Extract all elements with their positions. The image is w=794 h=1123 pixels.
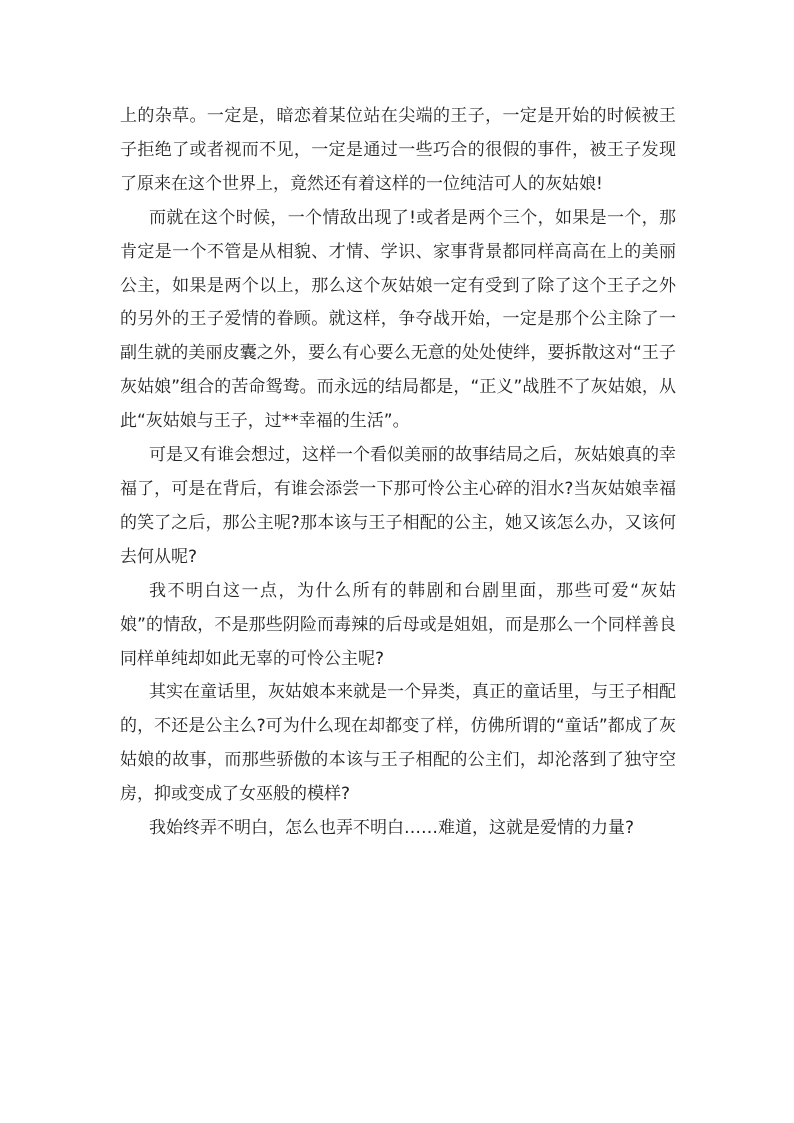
paragraph-5: 其实在童话里，灰姑娘本来就是一个异类，真正的童话里，与王子相配的，不还是公主么?可为什么现在却都变了样，仿佛所谓的“童话”都成了灰姑娘的故事，而那些骄傲的本该与王子相配的公主们，却沦落到了独守空房，抑或变成了女巫般的模样? [120, 682, 676, 805]
document-body [120, 100, 676, 846]
paragraph-4: 我不明白这一点，为什么所有的韩剧和台剧里面，那些可爱“灰姑娘”的情敌，不是那些阴险而毒辣的后母或是姐姐，而是那么一个同样善良同样单纯却如此无辜的可怜公主呢? [120, 580, 676, 669]
paragraph-1: 上的杂草。一定是，暗恋着某位站在尖端的王子，一定是开始的时候被王子拒绝了或者视而不见，一定是通过一些巧合的很假的事件，被王子发现了原来在这个世界上，竟然还有着这样的一位纯洁可人的灰姑娘! [120, 106, 676, 194]
paragraph-6: 我始终弄不明白，怎么也弄不明白……难道，这就是爱情的力量? [149, 818, 635, 839]
paragraph-3: 可是又有谁会想过，这样一个看似美丽的故事结局之后，灰姑娘真的幸福了，可是在背后，有谁会添尝一下那可怜公主心碎的泪水?当灰姑娘幸福的笑了之后，那公主呢?那本该与王子相配的公主，她又该怎么办，又该何去何从呢? [120, 445, 676, 567]
paragraph-2: 而就在这个时候，一个情敌出现了!或者是两个三个，如果是一个，那肯定是一个不管是从相貌、才情、学识、家事背景都同样高高在上的美丽公主，如果是两个以上，那么这个灰姑娘一定有受到了除了这个王子之外的另外的王子爱情的眷顾。就这样，争夺战开始，一定是那个公主除了一副生就的美丽皮囊之外，要么有心要么无意的处处使绊，要拆散这对“王子灰姑娘”组合的苦命鸳鸯。而永远的结局都是，“正义”战胜不了灰姑娘，从此“灰姑娘与王子，过**幸福的生活”。 [120, 207, 676, 432]
